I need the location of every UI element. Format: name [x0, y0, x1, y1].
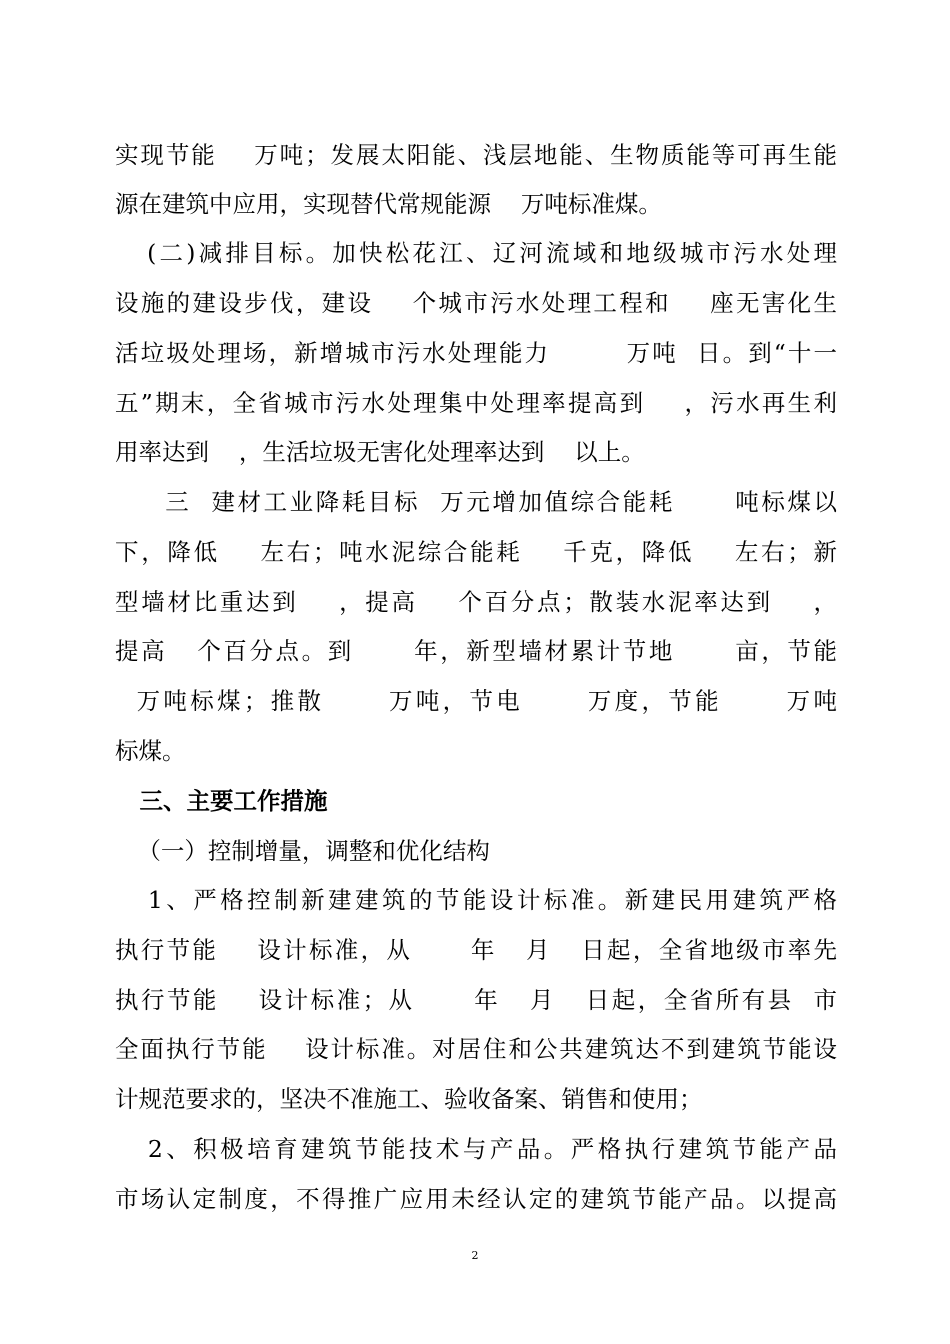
text-line: 1、严格控制新建建筑的节能设计标准。新建民用建筑严格 — [115, 886, 837, 914]
text-line: (二)减排目标。加快松花江、辽河流域和地级城市污水处理 — [115, 239, 837, 267]
text-line: 源在建筑中应用，实现替代常规能源 万吨标准煤。 — [115, 190, 662, 218]
text-line: 三 建材工业降耗目标 万元增加值综合能耗 吨标煤以 — [115, 488, 837, 516]
text-line: 用率达到 ，生活垃圾无害化处理率达到 以上。 — [115, 438, 645, 466]
text-line: 型墙材比重达到 ，提高 个百分点；散装水泥率达到 ， — [115, 588, 837, 616]
text-line: 全面执行节能 设计标准。对居住和公共建筑达不到建筑节能设 — [115, 1035, 837, 1063]
text-line: 下，降低 左右；吨水泥综合能耗 千克，降低 左右；新 — [115, 538, 837, 566]
page-number: 2 — [471, 1249, 479, 1262]
text-line: 执行节能 设计标准；从 年 月 日起，全省所有县 市 — [115, 986, 837, 1014]
text-line: 设施的建设步伐，建设 个城市污水处理工程和 座无害化生 — [115, 289, 837, 317]
section-heading: 三、主要工作措施 — [115, 787, 328, 815]
text-line: 市场认定制度，不得推广应用未经认定的建筑节能产品。以提高 — [115, 1185, 837, 1213]
text-line: 标煤。 — [115, 737, 186, 765]
text-line: 提高 个百分点。到 年，新型墙材累计节地 亩，节能 — [115, 637, 837, 665]
text-line: 实现节能 万吨；发展太阳能、浅层地能、生物质能等可再生能 — [115, 141, 837, 169]
text-line: 万吨标煤；推散 万吨，节电 万度，节能 万吨 — [115, 687, 837, 715]
subsection-heading: （一）控制增量，调整和优化结构 — [115, 837, 490, 865]
text-line: 2、积极培育建筑节能技术与产品。严格执行建筑节能产品 — [115, 1135, 837, 1163]
text-line: 执行节能 设计标准，从 年 月 日起，全省地级市率先 — [115, 936, 837, 964]
text-line: 计规范要求的，坚决不准施工、验收备案、销售和使用； — [115, 1085, 703, 1113]
text-line: 活垃圾处理场，新增城市污水处理能力 万吨 日。到“十一 — [115, 339, 837, 367]
text-line: 五”期末，全省城市污水处理集中处理率提高到 ，污水再生利 — [115, 389, 837, 417]
